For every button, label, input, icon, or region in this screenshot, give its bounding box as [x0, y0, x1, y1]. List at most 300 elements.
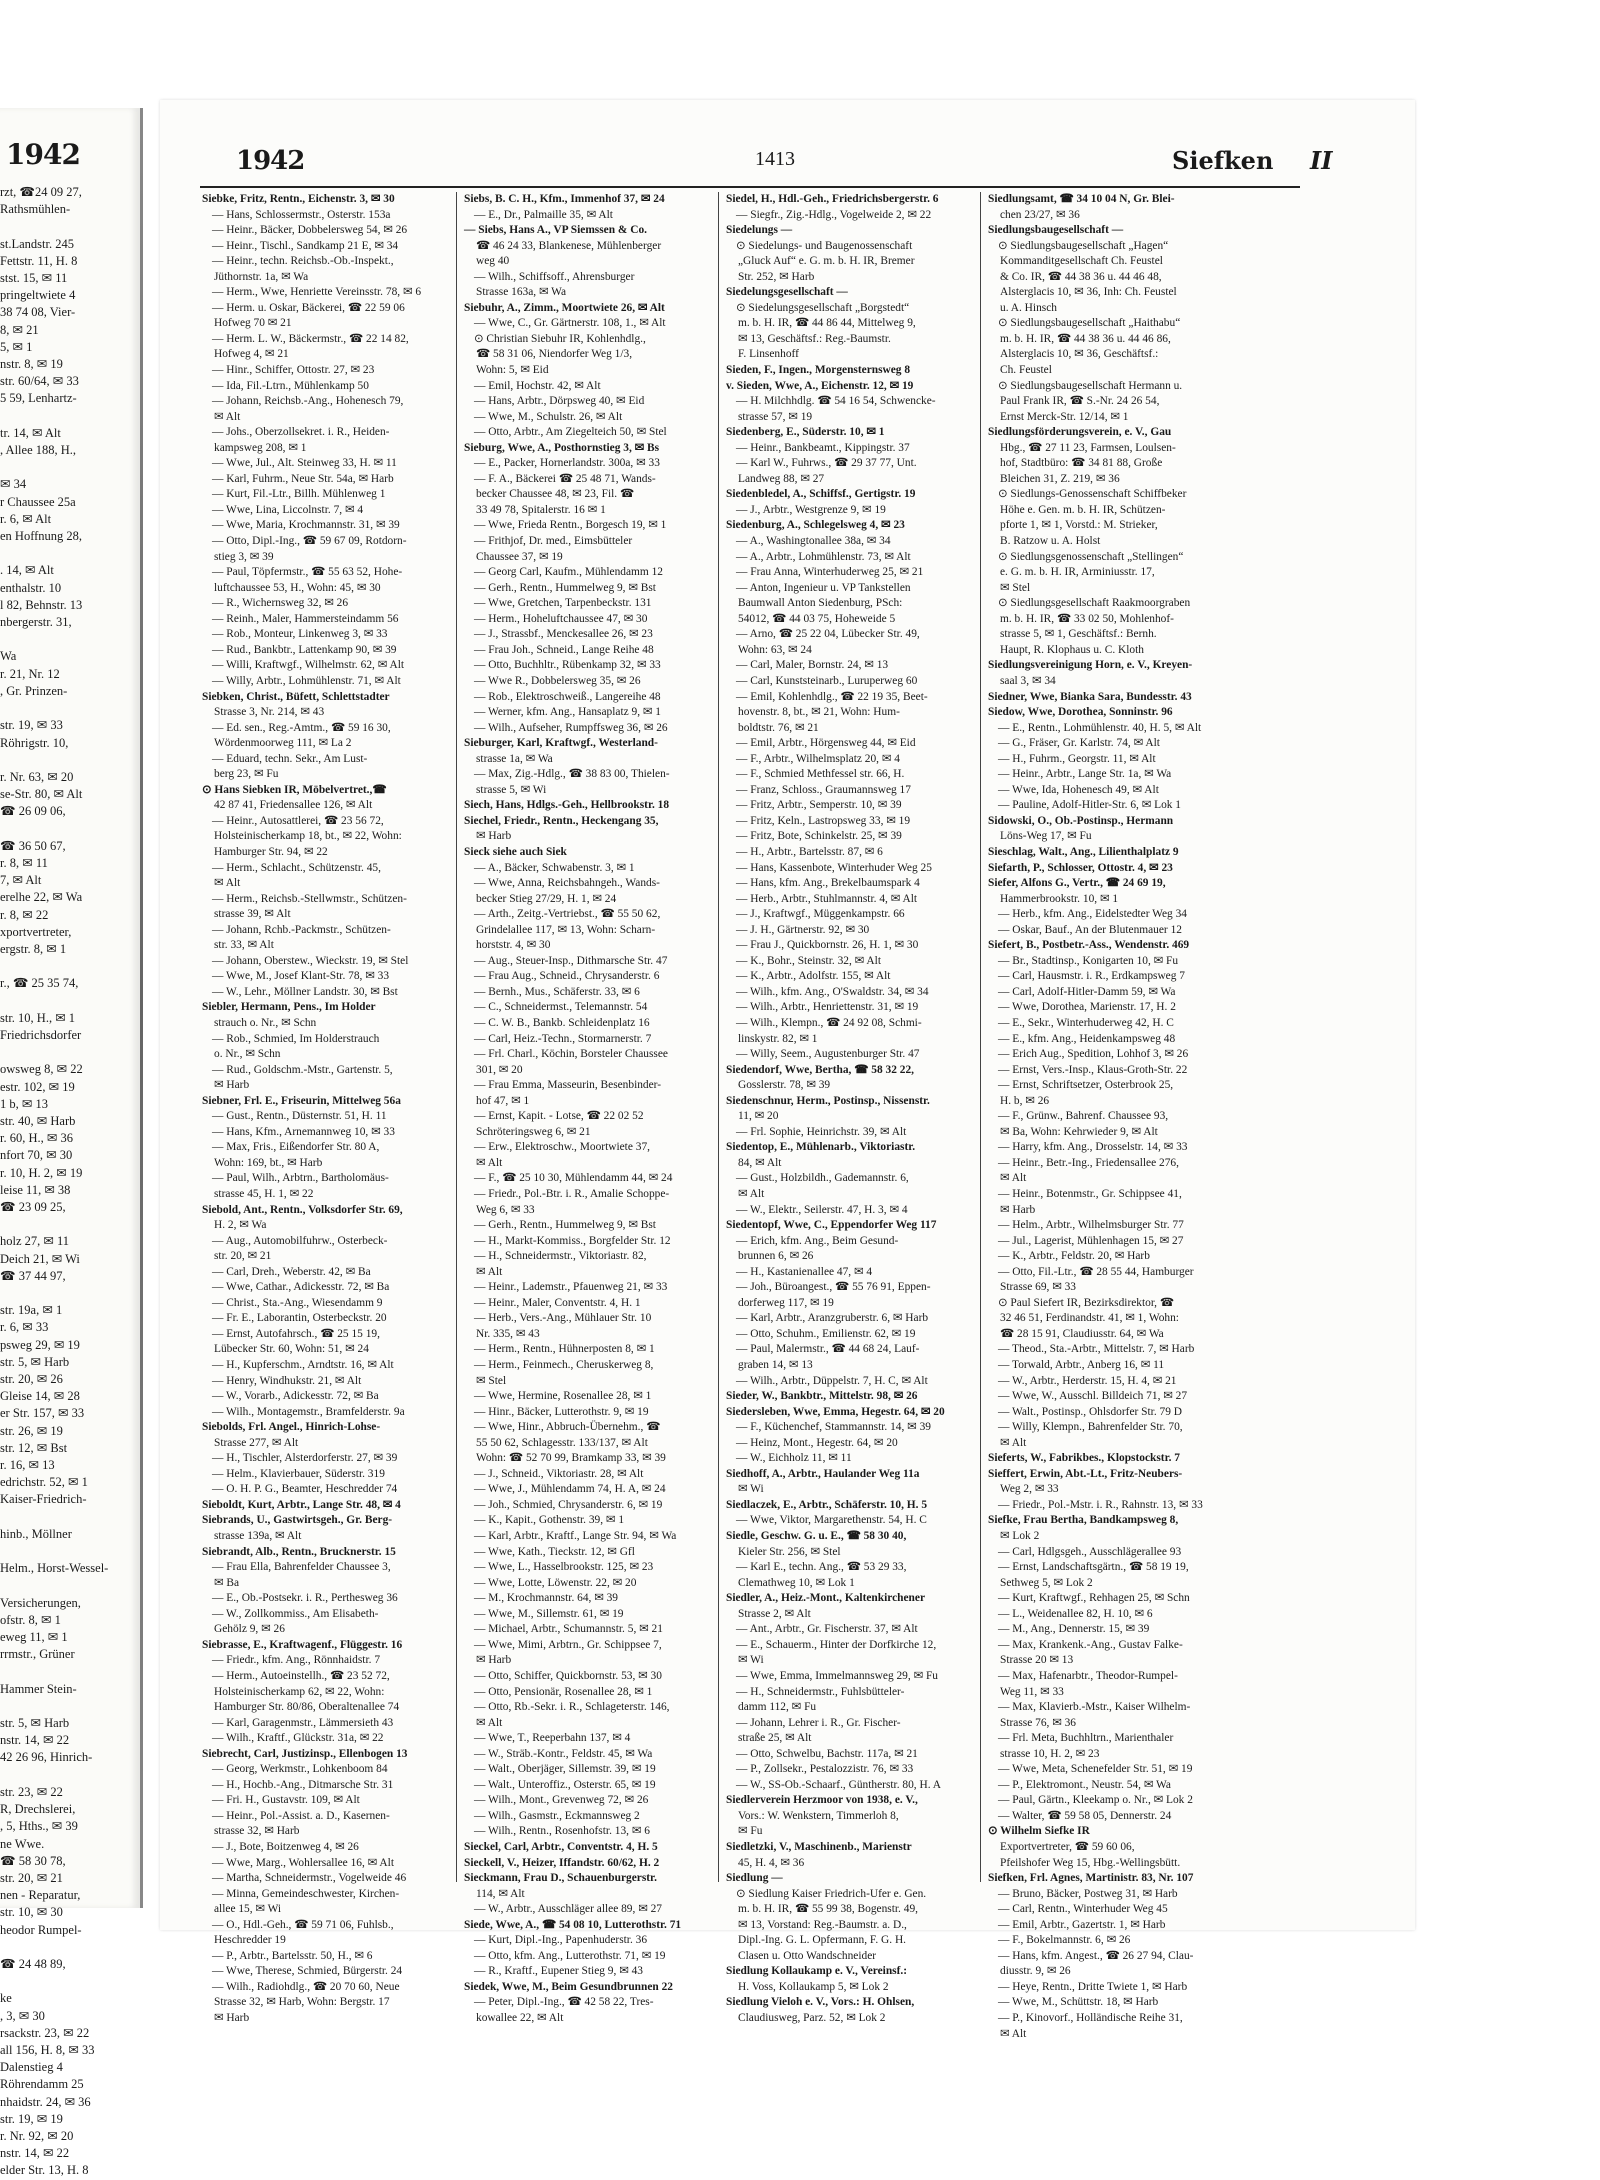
directory-entry-line: H. Voss, Kollaukamp 5, ✉ Lok 2 — [738, 1980, 889, 1993]
column-rule — [456, 192, 457, 1882]
previous-page-line: Wa — [0, 649, 17, 664]
directory-entry-heading: Siedentop, E., Mühlenarb., Viktoriastr. — [726, 1141, 916, 1154]
directory-entry-heading: Siedlung Vieloh e. V., Vors.: H. Ohlsen, — [726, 1996, 915, 2009]
directory-entry-line: ⊙ Siedlung Kaiser Friedrich-Ufer e. Gen. — [736, 1887, 927, 1900]
directory-entry-line: — Henry, Windhukstr. 21, ✉ Alt — [212, 1374, 362, 1387]
directory-entry-line: „Gluck Auf“ e. G. m. b. H. IR, Bremer — [738, 255, 915, 268]
directory-entry-line: Clemathweg 10, ✉ Lok 1 — [738, 1576, 855, 1589]
directory-entry-heading: Siedletzki, V., Maschinenb., Marienstr — [726, 1840, 912, 1853]
directory-entry-line: — P., Kinovorf., Holländische Reihe 31, — [998, 2011, 1183, 2024]
directory-entry-line: — Wwe, Anna, Reichsbahngeh., Wands- — [474, 877, 660, 890]
directory-entry-line: — Wilh., Aufseher, Rumpffsweg 36, ✉ 26 — [474, 721, 668, 734]
previous-page-line: ☎ 23 09 25, — [0, 1199, 66, 1214]
directory-entry-line: Wohn: 169, bt., ✉ Harb — [214, 1156, 323, 1169]
directory-entry-line: weg 40 — [476, 255, 510, 268]
directory-entry-line: — Emil, Arbtr., Gazertstr. 1, ✉ Harb — [998, 1918, 1166, 1931]
previous-page-line — [0, 993, 136, 1010]
directory-entry-line: — A., Bäcker, Schwabenstr. 3, ✉ 1 — [474, 861, 635, 874]
directory-entry-heading: Siebke, Fritz, Rentn., Eichenstr. 3, ✉ 30 — [202, 193, 395, 205]
previous-page-line: 7, ✉ Alt — [0, 873, 42, 888]
directory-entry-line: Haupt, R. Klophaus u. C. Kloth — [1000, 643, 1144, 656]
directory-entry-line: — H., Hochb.-Ang., Ditmarsche Str. 31 — [212, 1778, 394, 1791]
directory-entry-line: — Otto, Buchhltr., Rübenkamp 32, ✉ 33 — [474, 659, 661, 672]
directory-entry-line: — Heinr., Lademstr., Pfauenweg 21, ✉ 33 — [474, 1281, 668, 1294]
directory-entry-line: — Heinr., Autosattlerei, ☎ 23 56 72, — [212, 814, 384, 827]
previous-page-line: str. 19, ✉ 33 — [0, 718, 63, 733]
directory-entry-line: — Helm., Klavierbauer, Süderstr. 319 — [212, 1467, 385, 1480]
directory-entry-line: — Eduard, techn. Sekr., Am Lust- — [212, 752, 368, 765]
directory-entry-line: — Karl, Fuhrm., Neue Str. 54a, ✉ Harb — [212, 472, 394, 485]
directory-entry-line: Höhe e. Gen. m. b. H. IR, Schützen- — [1000, 503, 1166, 516]
directory-entry-line: — Heinr., Maler, Conventstr. 4, H. 1 — [474, 1296, 641, 1309]
directory-entry-line: — W., Sträb.-Kontr., Feldstr. 45, ✉ Wa — [474, 1747, 653, 1760]
directory-entry-line: — Johann, Lehrer i. R., Gr. Fischer- — [736, 1716, 901, 1729]
directory-entry-line: diusstr. 9, ✉ 26 — [1000, 1965, 1071, 1978]
directory-entry-line: — Heinr., Bankbeamt., Kippingstr. 37 — [736, 441, 910, 454]
directory-entry-line: — Karl W., Fuhrws., ☎ 29 37 77, Unt. — [736, 457, 917, 470]
directory-entry-line: Wohn: 5, ✉ Eid — [476, 364, 549, 377]
directory-entry-heading: Siedenbledel, A., Schiffsf., Gertigstr. 19 — [726, 488, 916, 501]
directory-entry-line: Hofweg 70 ✉ 21 — [214, 317, 292, 330]
directory-entry-line: — Fri. H., Gustavstr. 109, ✉ Alt — [212, 1794, 360, 1807]
directory-entry-line: ✉ Alt — [1000, 1436, 1027, 1449]
directory-entry-heading: Siedendorf, Wwe, Bertha, ☎ 58 32 22, — [726, 1063, 914, 1076]
previous-page-line: ne Wwe. — [0, 1836, 45, 1851]
directory-entry-line: — Heinr., Bäcker, Dobbelersweg 54, ✉ 26 — [212, 224, 408, 237]
previous-page-year: 1942 — [6, 138, 80, 171]
directory-entry-line: — Frau Ella, Bahrenfelder Chaussee 3, — [212, 1561, 391, 1574]
directory-entry-line: — Erw., Elektroschw., Moortwiete 37, — [474, 1141, 650, 1154]
previous-page-line: heodor Rumpel- — [0, 1922, 82, 1937]
previous-page-line: , Allee 188, H., — [0, 443, 77, 458]
directory-entry-line: — M., Ang., Dennerstr. 15, ✉ 39 — [998, 1623, 1150, 1636]
directory-entry-line: H. 2, ✉ Wa — [214, 1219, 267, 1232]
directory-entry-line: — Ant., Arbtr., Gr. Fischerstr. 37, ✉ Alt — [736, 1623, 918, 1636]
directory-entry-line: 84, ✉ Alt — [738, 1156, 782, 1169]
directory-column-2 — [464, 192, 712, 2024]
directory-entry-line: — Wilh., Montagemstr., Bramfelderstr. 9a — [212, 1405, 405, 1418]
directory-entry-line: & Co. IR, ☎ 44 38 36 u. 44 46 48, — [1000, 270, 1162, 283]
directory-entry-heading: Siebner, Frl. E., Friseurin, Mittelweg 56a — [202, 1094, 401, 1107]
previous-page-line — [0, 1044, 136, 1061]
directory-entry-line: — Walt., Oberjäger, Sillemstr. 39, ✉ 19 — [474, 1763, 656, 1776]
directory-entry-line: — H. Milchhdlg. ☎ 54 16 54, Schwencke- — [736, 395, 936, 408]
previous-page-line: R, Drechslerei, — [0, 1802, 76, 1817]
previous-page-line: str. 20, ✉ 21 — [0, 1870, 63, 1885]
directory-entry-line: Strasse 20 ✉ 13 — [1000, 1654, 1074, 1667]
previous-page-line: ✉ 34 — [0, 477, 27, 492]
directory-entry-line: — Wwe R., Dobbelersweg 35, ✉ 26 — [474, 674, 641, 687]
directory-entry-line: saal 3, ✉ 34 — [1000, 674, 1056, 687]
directory-entry-line: — Herm., Rentn., Hühnerposten 8, ✉ 1 — [474, 1343, 655, 1356]
directory-entry-line: Holsteinischerkamp 18, bt., ✉ 22, Wohn: — [214, 830, 402, 843]
directory-entry-line: Alsterglacis 10, ✉ 36, Inh: Ch. Feustel — [1000, 286, 1177, 299]
directory-entry-line: — Otto, Schuhm., Emilienstr. 62, ✉ 19 — [736, 1327, 916, 1340]
previous-page-line: nstr. 14, ✉ 22 — [0, 2146, 70, 2161]
previous-page-line — [0, 1543, 136, 1560]
directory-entry-heading: Sieboldt, Kurt, Arbtr., Lange Str. 48, ✉ 4 — [202, 1498, 401, 1511]
previous-page-line: ☎ 37 44 97, — [0, 1268, 66, 1283]
directory-entry-line: — Herm. u. Oskar, Bäckerei, ☎ 22 59 06 — [212, 301, 405, 314]
directory-entry-line: Hamburger Str. 94, ✉ 22 — [214, 845, 328, 858]
directory-entry-line: 42 87 41, Friedensallee 126, ✉ Alt — [214, 799, 373, 812]
directory-entry-line: — Frl. Charl., Köchin, Borsteler Chaussee — [474, 1048, 668, 1061]
directory-entry-line: — E., Schauerm., Hinter der Dorfkirche 12, — [736, 1638, 937, 1651]
directory-entry-line: u. A. Hinsch — [1000, 301, 1057, 314]
directory-entry-line: hof 47, ✉ 1 — [476, 1094, 530, 1107]
directory-entry-line: — Otto, Fil.-Ltr., ☎ 28 55 44, Hamburger — [998, 1265, 1194, 1278]
previous-page-line — [0, 958, 136, 975]
directory-entry-line: becker Chaussee 48, ✉ 23, Fil. ☎ — [476, 488, 635, 501]
directory-column-3 — [726, 192, 974, 2024]
directory-entry-line: — Wwe, Lina, Liccolnstr. 7, ✉ 4 — [212, 503, 364, 516]
directory-entry-line: — Heinr., techn. Reichsb.-Ob.-Inspekt., — [212, 255, 394, 268]
directory-entry-line: — E., Sekr., Winterhuderweg 42, H. C — [998, 1016, 1174, 1029]
directory-entry-line: — Paul, Töpfermstr., ☎ 55 63 52, Hohe- — [212, 566, 403, 579]
directory-entry-heading: Siedhoff, A., Arbtr., Haulander Weg 11a — [726, 1467, 920, 1480]
directory-entry-line: — Karl, Arbtr., Kraftf., Lange Str. 94, ✉ Wa — [474, 1530, 677, 1543]
directory-entry-line: pforte 1, ✉ 1, Vorstd.: M. Strieker, — [1000, 519, 1158, 532]
directory-entry-line: ✉ Harb — [476, 830, 512, 843]
previous-page-line: Versicherungen, — [0, 1595, 81, 1610]
directory-entry-line: ✉ Harb — [1000, 1203, 1036, 1216]
previous-page-line: edrichstr. 52, ✉ 1 — [0, 1475, 88, 1490]
directory-entry-line: — Karl E., techn. Ang., ☎ 53 29 33, — [736, 1561, 907, 1574]
directory-entry-heading: Siedle, Geschw. G. u. E., ☎ 58 30 40, — [726, 1530, 907, 1543]
directory-entry-line: H. b, ✉ 26 — [1000, 1094, 1050, 1107]
directory-entry-line: ✉ Ba, Wohn: Kehrwieder 9, ✉ Alt — [1000, 1125, 1158, 1138]
directory-entry-line: — P., Elektromont., Neustr. 54, ✉ Wa — [998, 1778, 1171, 1791]
directory-entry-line: ⊙ Siedlungsbaugesellschaft „Hagen“ — [998, 239, 1169, 252]
directory-entry-heading: Siedner, Wwe, Bianka Sara, Bundesstr. 43 — [988, 690, 1192, 703]
directory-entry-line: strasse 32, ✉ Harb — [214, 1825, 300, 1838]
directory-entry-line: — H., Tischler, Alsterdorferstr. 27, ✉ 39 — [212, 1452, 398, 1465]
previous-page-line: nfort 70, ✉ 30 — [0, 1148, 73, 1163]
previous-page-line — [0, 1698, 136, 1715]
previous-page-line — [0, 1767, 136, 1784]
directory-entry-line: — Frl. Sophie, Heinrichstr. 39, ✉ Alt — [736, 1125, 907, 1138]
directory-entry-line: — O. H. P. G., Beamter, Heschredder 74 — [212, 1483, 398, 1496]
directory-entry-line: — Anton, Ingenieur u. VP Tankstellen — [736, 581, 911, 594]
previous-page-line: , 5, Hths., ✉ 39 — [0, 1819, 78, 1834]
directory-entry-heading: Siebrandt, Alb., Rentn., Brucknerstr. 15 — [202, 1545, 396, 1558]
previous-page-line: l 82, Behnstr. 13 — [0, 597, 83, 612]
directory-entry-line: hof, Stadtbüro: ☎ 34 81 88, Große — [1000, 457, 1163, 470]
directory-entry-heading: Siedentopf, Wwe, C., Eppendorfer Weg 117 — [726, 1219, 937, 1232]
directory-entry-line: — H., Schneidermstr., Fuhlsbütteler- — [736, 1685, 905, 1698]
previous-page-line: all 156, H. 8, ✉ 33 — [0, 2042, 95, 2057]
directory-entry-line: — Heinr., Betr.-Ing., Friedensallee 276, — [998, 1156, 1179, 1169]
previous-page-line: str. 10, H., ✉ 1 — [0, 1010, 76, 1025]
directory-entry-line: — Hans, Schlossermstr., Osterstr. 153a — [212, 208, 391, 221]
directory-entry-line: Baumwall Anton Siedenburg, PSch: — [738, 597, 903, 610]
previous-page-line: leise 11, ✉ 38 — [0, 1182, 71, 1197]
directory-entry-line: — Helm., Arbtr., Wilhelmsburger Str. 77 — [998, 1219, 1184, 1232]
directory-entry-line: — Minna, Gemeindeschwester, Kirchen- — [212, 1887, 400, 1900]
directory-entry-line: — Otto, Schiffer, Quickbornstr. 53, ✉ 30 — [474, 1669, 662, 1682]
previous-page-line: r. 10, H. 2, ✉ 19 — [0, 1165, 83, 1180]
directory-entry-line: luftchaussee 53, H., Wohn: 45, ✉ 30 — [214, 581, 381, 594]
directory-entry-line: — Fritz, Keln., Lastropsweg 33, ✉ 19 — [736, 814, 911, 827]
directory-entry-line: — Friedr., Pol.-Btr. i. R., Amalie Schoppe- — [474, 1188, 670, 1200]
directory-entry-line: — A., Arbtr., Lohmühlenstr. 73, ✉ Alt — [736, 550, 911, 563]
directory-entry-line: — Carl, Dreh., Weberstr. 42, ✉ Ba — [212, 1265, 371, 1278]
previous-page-line: str. 20, ✉ 26 — [0, 1372, 63, 1387]
directory-entry-line: 301, ✉ 20 — [476, 1063, 523, 1076]
directory-entry-line: 54012, ☎ 44 03 75, Hoheweide 5 — [738, 612, 896, 625]
directory-entry-heading: Siebrasse, E., Kraftwagenf., Flüggestr. 16 — [202, 1638, 403, 1651]
directory-entry-line: — Herm., Wwe, Henriette Vereinsstr. 78, ✉ 6 — [212, 286, 422, 299]
previous-page-line — [0, 1939, 136, 1956]
directory-entry-heading: Siedelungs — — [726, 224, 793, 237]
directory-entry-line: m. b. H. IR, ☎ 44 86 44, Mittelweg 9, — [738, 317, 916, 330]
directory-entry-line: — Bernh., Mus., Schäferstr. 33, ✉ 6 — [474, 985, 640, 998]
directory-entry-line: — Jul., Lagerist, Mühlenhagen 15, ✉ 27 — [998, 1234, 1184, 1247]
directory-entry-line: — Fritz, Arbtr., Semperstr. 10, ✉ 39 — [736, 799, 902, 812]
previous-page-line: 5 59, Lenhartz- — [0, 391, 77, 406]
directory-entry-line: — Herm., Autoeinstellh., ☎ 23 52 72, — [212, 1669, 390, 1682]
previous-page-line: r. 6, ✉ Alt — [0, 511, 52, 526]
previous-page-line: rrmstr., Grüner — [0, 1647, 75, 1662]
directory-entry-line: Gehölz 9, ✉ 26 — [214, 1623, 285, 1636]
directory-entry-heading: Sieckel, Carl, Arbtr., Conventstr. 4, H. 5 — [464, 1840, 658, 1853]
directory-entry-line: — F., Küchenchef, Stammannstr. 14, ✉ 39 — [736, 1421, 931, 1434]
directory-entry-line: o. Nr., ✉ Schn — [214, 1048, 281, 1061]
previous-page-line — [0, 1973, 136, 1990]
directory-entry-line: — Hans, Kfm., Arnemannweg 10, ✉ 33 — [212, 1125, 395, 1138]
directory-entry-line: Hamburger Str. 80/86, Oberaltenallee 74 — [214, 1701, 400, 1714]
directory-entry-line: ☎ 46 24 33, Blankenese, Mühlenberger — [476, 239, 662, 252]
directory-entry-line: — Karl, Garagenmstr., Lämmersieth 43 — [212, 1716, 394, 1729]
directory-entry-line: strasse 10, H. 2, ✉ 23 — [1000, 1747, 1100, 1760]
previous-page-line — [0, 1663, 136, 1680]
previous-page-line: str. 26, ✉ 19 — [0, 1423, 63, 1438]
directory-entry-line: — Wwe, M., Sillemstr. 61, ✉ 19 — [474, 1607, 624, 1620]
directory-entry-line: Nr. 335, ✉ 43 — [476, 1327, 540, 1340]
directory-entry-line: becker Stieg 27/29, H. 1, ✉ 24 — [476, 892, 617, 905]
previous-page-line: Röhrendamm 25 — [0, 2077, 84, 2092]
previous-page-line: , 3, ✉ 30 — [0, 2008, 45, 2023]
directory-entry-line: — Franz, Schloss., Graumannsweg 17 — [736, 783, 911, 796]
directory-entry-line: — Emil, Kohlenhdlg., ☎ 22 19 35, Beet- — [736, 690, 928, 703]
directory-entry-heading: Siedlerverein Herzmoor von 1938, e. V., — [726, 1794, 918, 1807]
directory-entry-line: str. 33, ✉ Alt — [214, 939, 274, 952]
directory-entry-line: — Johann, Oberstew., Wieckstr. 19, ✉ Stel — [212, 954, 409, 967]
previous-page-fragment — [0, 108, 140, 2178]
directory-entry-line: ✉ Fu — [738, 1825, 763, 1838]
directory-entry-line: Weg 6, ✉ 33 — [476, 1203, 535, 1216]
directory-entry-heading: Siebrands, U., Gastwirtsgeh., Gr. Berg- — [202, 1514, 393, 1527]
directory-entry-line: — Wwe, Emma, Immelmannsweg 29, ✉ Fu — [736, 1669, 938, 1682]
previous-page-line: nbergerstr. 31, — [0, 615, 72, 630]
previous-page-line: nen - Reparatur, — [0, 1888, 81, 1903]
directory-entry-line: — Pauline, Adolf-Hitler-Str. 6, ✉ Lok 1 — [998, 799, 1182, 812]
directory-entry-line: strauch o. Nr., ✉ Schn — [214, 1016, 317, 1029]
directory-entry-line: ✉ 13, Geschäftsf.: Reg.-Baumstr. — [738, 332, 891, 345]
directory-entry-line: — Wwe, Viktor, Margarethenstr. 54, H. C — [736, 1514, 927, 1527]
previous-page-line: eweg 11, ✉ 1 — [0, 1630, 68, 1645]
directory-entry-line: — J. H., Gärtnerstr. 92, ✉ 30 — [736, 923, 870, 936]
directory-entry-line: Wohn: 63, ✉ 24 — [738, 643, 812, 656]
directory-entry-line: — Frau Emma, Masseurin, Besenbinder- — [474, 1079, 662, 1092]
directory-entry-line: — Gerh., Rentn., Hummelweg 9, ✉ Bst — [474, 1219, 656, 1232]
previous-page-line: holz 27, ✉ 11 — [0, 1234, 70, 1249]
directory-entry-line: Landweg 88, ✉ 27 — [738, 472, 825, 485]
directory-entry-line: — Walt., Unteroffiz., Osterstr. 65, ✉ 19 — [474, 1778, 656, 1791]
directory-entry-line: ☎ 58 31 06, Niendorfer Weg 1/3, — [476, 348, 633, 361]
directory-entry-line: — Carl, Rentn., Winterhuder Weg 45 — [998, 1903, 1168, 1916]
directory-entry-line: — Carl, Kunststeinarb., Luruperweg 60 — [736, 674, 918, 687]
directory-entry-line: damm 112, ✉ Fu — [738, 1701, 817, 1714]
previous-page-line: Hammer Stein- — [0, 1681, 77, 1696]
directory-entry-line: ✉ Stel — [476, 1374, 507, 1387]
directory-entry-line: Kommanditgesellschaft Ch. Feustel — [1000, 255, 1163, 268]
page-number: 1413 — [755, 148, 795, 170]
directory-entry-line: — Frau Aug., Schneid., Chrysanderstr. 6 — [474, 970, 660, 983]
previous-page-line: r., ☎ 25 35 74, — [0, 976, 79, 991]
directory-entry-line: — Frau Joh., Schneid., Lange Reihe 48 — [474, 643, 654, 656]
directory-entry-line: kampsweg 208, ✉ 1 — [214, 441, 307, 454]
previous-page-line: Friedrichsdorfer — [0, 1027, 82, 1042]
directory-entry-line: — Carl, Heiz.-Techn., Stormarnerstr. 7 — [474, 1032, 652, 1045]
directory-entry-heading: Siebrecht, Carl, Justizinsp., Ellenbogen 13 — [202, 1747, 408, 1760]
directory-entry-line: — Hans, kfm. Ang., Brekelbaumspark 4 — [736, 877, 920, 890]
directory-entry-line: Jüthornstr. 1a, ✉ Wa — [214, 270, 309, 283]
directory-entry-line: — Wwe, Marg., Wohlersallee 16, ✉ Alt — [212, 1856, 394, 1869]
previous-page-line: Gleise 14, ✉ 28 — [0, 1389, 80, 1404]
directory-entry-line: — H., Schneidermstr., Viktoriastr. 82, — [474, 1250, 647, 1263]
directory-entry-line: — Johs., Oberzollsekret. i. R., Heiden- — [212, 426, 390, 439]
directory-entry-line: ✉ Lok 2 — [1000, 1530, 1040, 1543]
directory-entry-line: brunnen 6, ✉ 26 — [738, 1250, 814, 1263]
directory-entry-line: ✉ Alt — [476, 1716, 503, 1729]
directory-entry-line: — K., Kapit., Gothenstr. 39, ✉ 1 — [474, 1514, 625, 1527]
directory-entry-line: kowallee 22, ✉ Alt — [476, 2011, 564, 2024]
directory-entry-line: — E., Packer, Hornerlandstr. 300a, ✉ 33 — [474, 457, 660, 470]
directory-entry-line: — Herm. L. W., Bäckermstr., ☎ 22 14 82, — [212, 332, 409, 345]
previous-page-line: ergstr. 8, ✉ 1 — [0, 941, 67, 956]
directory-entry-line: — Wwe, Therese, Schmied, Bürgerstr. 24 — [212, 1965, 403, 1978]
directory-entry-line: — Kurt, Kraftwgf., Rehhagen 25, ✉ Schn — [998, 1592, 1190, 1605]
directory-entry-line: — Max, Hafenarbtr., Theodor-Rumpel- — [998, 1669, 1178, 1682]
directory-entry-line: — Otto, Dipl.-Ing., ☎ 59 67 09, Rotdorn- — [212, 535, 407, 548]
directory-entry-heading: Sieden, F., Ingen., Morgensternsweg 8 — [726, 364, 911, 377]
previous-page-line — [0, 700, 136, 717]
directory-entry-line: Weg 11, ✉ 33 — [1000, 1685, 1064, 1698]
directory-entry-line: — Johann, Reichsb.-Ang., Hohenesch 79, — [212, 395, 404, 408]
directory-entry-line: — Carl, Hausmstr. i. R., Erdkampsweg 7 — [998, 970, 1185, 983]
directory-entry-line: — W., Zollkommiss., Am Elisabeth- — [212, 1607, 379, 1620]
previous-page-line: , Gr. Prinzen- — [0, 683, 68, 698]
directory-entry-line: — Willy, Klempn., Bahrenfelder Str. 70, — [998, 1421, 1183, 1434]
directory-entry-heading: Siebler, Hermann, Pens., Im Holder — [202, 1001, 376, 1014]
previous-page-line: Dalenstieg 4 — [0, 2060, 63, 2075]
directory-entry-line: — Michael, Arbtr., Schumannstr. 5, ✉ 21 — [474, 1623, 663, 1636]
directory-entry-heading: Sidowski, O., Ob.-Postinsp., Hermann — [988, 814, 1174, 827]
previous-page-line: elder Str. 13, H. 8 — [0, 2163, 89, 2178]
directory-entry-heading: Sieschlag, Walt., Ang., Lilienthalplatz 9 — [988, 845, 1179, 858]
directory-entry-line: — K., Arbtr., Feldstr. 20, ✉ Harb — [998, 1250, 1150, 1263]
directory-entry-line: str. 20, ✉ 21 — [214, 1250, 272, 1263]
directory-entry-line: Gosslerstr. 78, ✉ 39 — [738, 1079, 831, 1092]
directory-entry-line: graben 14, ✉ 13 — [738, 1359, 813, 1372]
directory-entry-line: 114, ✉ Alt — [476, 1887, 525, 1900]
previous-page-line: 38 74 08, Vier- — [0, 305, 76, 320]
directory-entry-line: — Hinr., Schiffer, Ottostr. 27, ✉ 23 — [212, 364, 375, 377]
directory-entry-line: — Wilh., Rentn., Rosenhofstr. 13, ✉ 6 — [474, 1825, 650, 1838]
directory-entry-heading: Siebken, Christ., Büfett, Schlettstadter — [202, 690, 390, 703]
directory-entry-line: — W., Eichholz 11, ✉ 11 — [736, 1452, 852, 1465]
directory-entry-line: — Reinh., Maler, Hammersteindamm 56 — [212, 612, 399, 625]
directory-entry-line: dorferweg 117, ✉ 19 — [738, 1296, 834, 1309]
directory-entry-line: Claudiusweg, Parz. 52, ✉ Lok 2 — [738, 2011, 886, 2024]
previous-page-line: Kaiser-Friedrich- — [0, 1492, 87, 1507]
previous-page-line: 42 26 96, Hinrich- — [0, 1750, 93, 1765]
directory-entry-line: ✉ Harb — [214, 1079, 250, 1092]
directory-entry-line: — A., Washingtonallee 38a, ✉ 34 — [736, 535, 891, 548]
directory-entry-line: — Wilh., Gasmstr., Eckmannsweg 2 — [474, 1809, 640, 1822]
previous-page-line — [0, 1509, 136, 1526]
directory-entry-line: — Otto, Pensionär, Rosenallee 28, ✉ 1 — [474, 1685, 653, 1698]
directory-entry-line: — Wilh., Mont., Grevenweg 72, ✉ 26 — [474, 1794, 649, 1807]
directory-entry-line: Str. 252, ✉ Harb — [738, 270, 815, 283]
directory-entry-line: — Rob., Elektroschweiß., Langereihe 48 — [474, 690, 661, 703]
directory-entry-line: — Aug., Automobilfuhrw., Osterbeck- — [212, 1234, 388, 1247]
previous-page-line: Helm., Horst-Wessel- — [0, 1561, 109, 1576]
directory-entry-line: Wohn: ☎ 52 70 99, Bramkamp 33, ✉ 39 — [476, 1452, 666, 1465]
directory-entry-line: — Wilh., Arbtr., Henriettenstr. 31, ✉ 19 — [736, 1001, 919, 1014]
directory-entry-line: ✉ Ba — [214, 1576, 240, 1589]
directory-entry-line: — Wwe, Meta, Schenefelder Str. 51, ✉ 19 — [998, 1763, 1193, 1776]
previous-page-line: 8, ✉ 21 — [0, 322, 39, 337]
directory-entry-line: ⊙ Christian Siebuhr IR, Kohlenhdlg., — [474, 332, 646, 345]
previous-page-line: ofstr. 8, ✉ 1 — [0, 1612, 61, 1627]
directory-entry-line: Hbg., ☎ 27 11 23, Farmsen, Loulsen- — [1000, 441, 1176, 454]
directory-entry-heading: Sieck siehe auch Siek — [464, 845, 567, 858]
directory-page — [160, 100, 1415, 2040]
directory-entry-line: Ch. Feustel — [1000, 364, 1052, 377]
directory-entry-heading: Siebs, B. C. H., Kfm., Immenhof 37, ✉ 24 — [464, 193, 665, 205]
directory-entry-line: ✉ Alt — [1000, 2027, 1027, 2040]
directory-entry-line: — Hans, Arbtr., Dörpsweg 40, ✉ Eid — [474, 395, 645, 408]
directory-entry-line: — F., Bokelmannstr. 6, ✉ 26 — [998, 1934, 1131, 1947]
directory-entry-line: — K., Arbtr., Adolfstr. 155, ✉ Alt — [736, 970, 891, 983]
directory-entry-line: ☎ 28 15 91, Claudiusstr. 64, ✉ Wa — [1000, 1327, 1164, 1340]
directory-entry-line: — Max, Zig.-Hdlg., ☎ 38 83 00, Thielen- — [474, 768, 670, 781]
directory-entry-line: F. Linsenhoff — [738, 348, 799, 361]
directory-entry-line: ⊙ Siedelungsgesellschaft „Borgstedt“ — [736, 301, 910, 314]
directory-entry-line: — C., Schneidermst., Telemannstr. 54 — [474, 1001, 648, 1014]
directory-entry-line: — O., Hdl.-Geh., ☎ 59 71 06, Fuhlsb., — [212, 1918, 394, 1931]
directory-entry-line: — Paul, Wilh., Arbtrn., Bartholomäus- — [212, 1172, 389, 1185]
directory-entry-line: 55 50 62, Schlagesstr. 133/137, ✉ Alt — [476, 1436, 648, 1449]
previous-page-line: 1 b, ✉ 13 — [0, 1096, 48, 1111]
directory-entry-line: ✉ Harb — [476, 1654, 512, 1667]
directory-entry-line: — Herm., Reichsb.-Stellwmstr., Schützen- — [212, 892, 407, 905]
previous-page-line: st.Landstr. 245 — [0, 236, 74, 251]
directory-entry-line: — Fr. E., Laborantin, Osterbeckstr. 20 — [212, 1312, 387, 1325]
directory-entry-line: ✉ Wi — [738, 1483, 764, 1496]
directory-entry-line: — Heinr., Pol.-Assist. a. D., Kasernen- — [212, 1809, 390, 1822]
directory-entry-line: horststr. 4, ✉ 30 — [476, 939, 551, 952]
previous-page-line: ☎ 26 09 06, — [0, 804, 66, 819]
directory-entry-line: — F., Grünw., Bahrenf. Chaussee 93, — [998, 1110, 1169, 1123]
previous-page-line: str. 40, ✉ Harb — [0, 1113, 76, 1128]
directory-entry-line: — Frithjof, Dr. med., Eimsbütteler — [474, 535, 633, 548]
directory-entry-line: m. b. H. IR, ☎ 44 38 36 u. 44 46 86, — [1000, 332, 1171, 345]
directory-entry-line: Weg 2, ✉ 33 — [1000, 1483, 1059, 1496]
directory-entry-line: — Heinr., Arbtr., Lange Str. 1a, ✉ Wa — [998, 768, 1172, 781]
